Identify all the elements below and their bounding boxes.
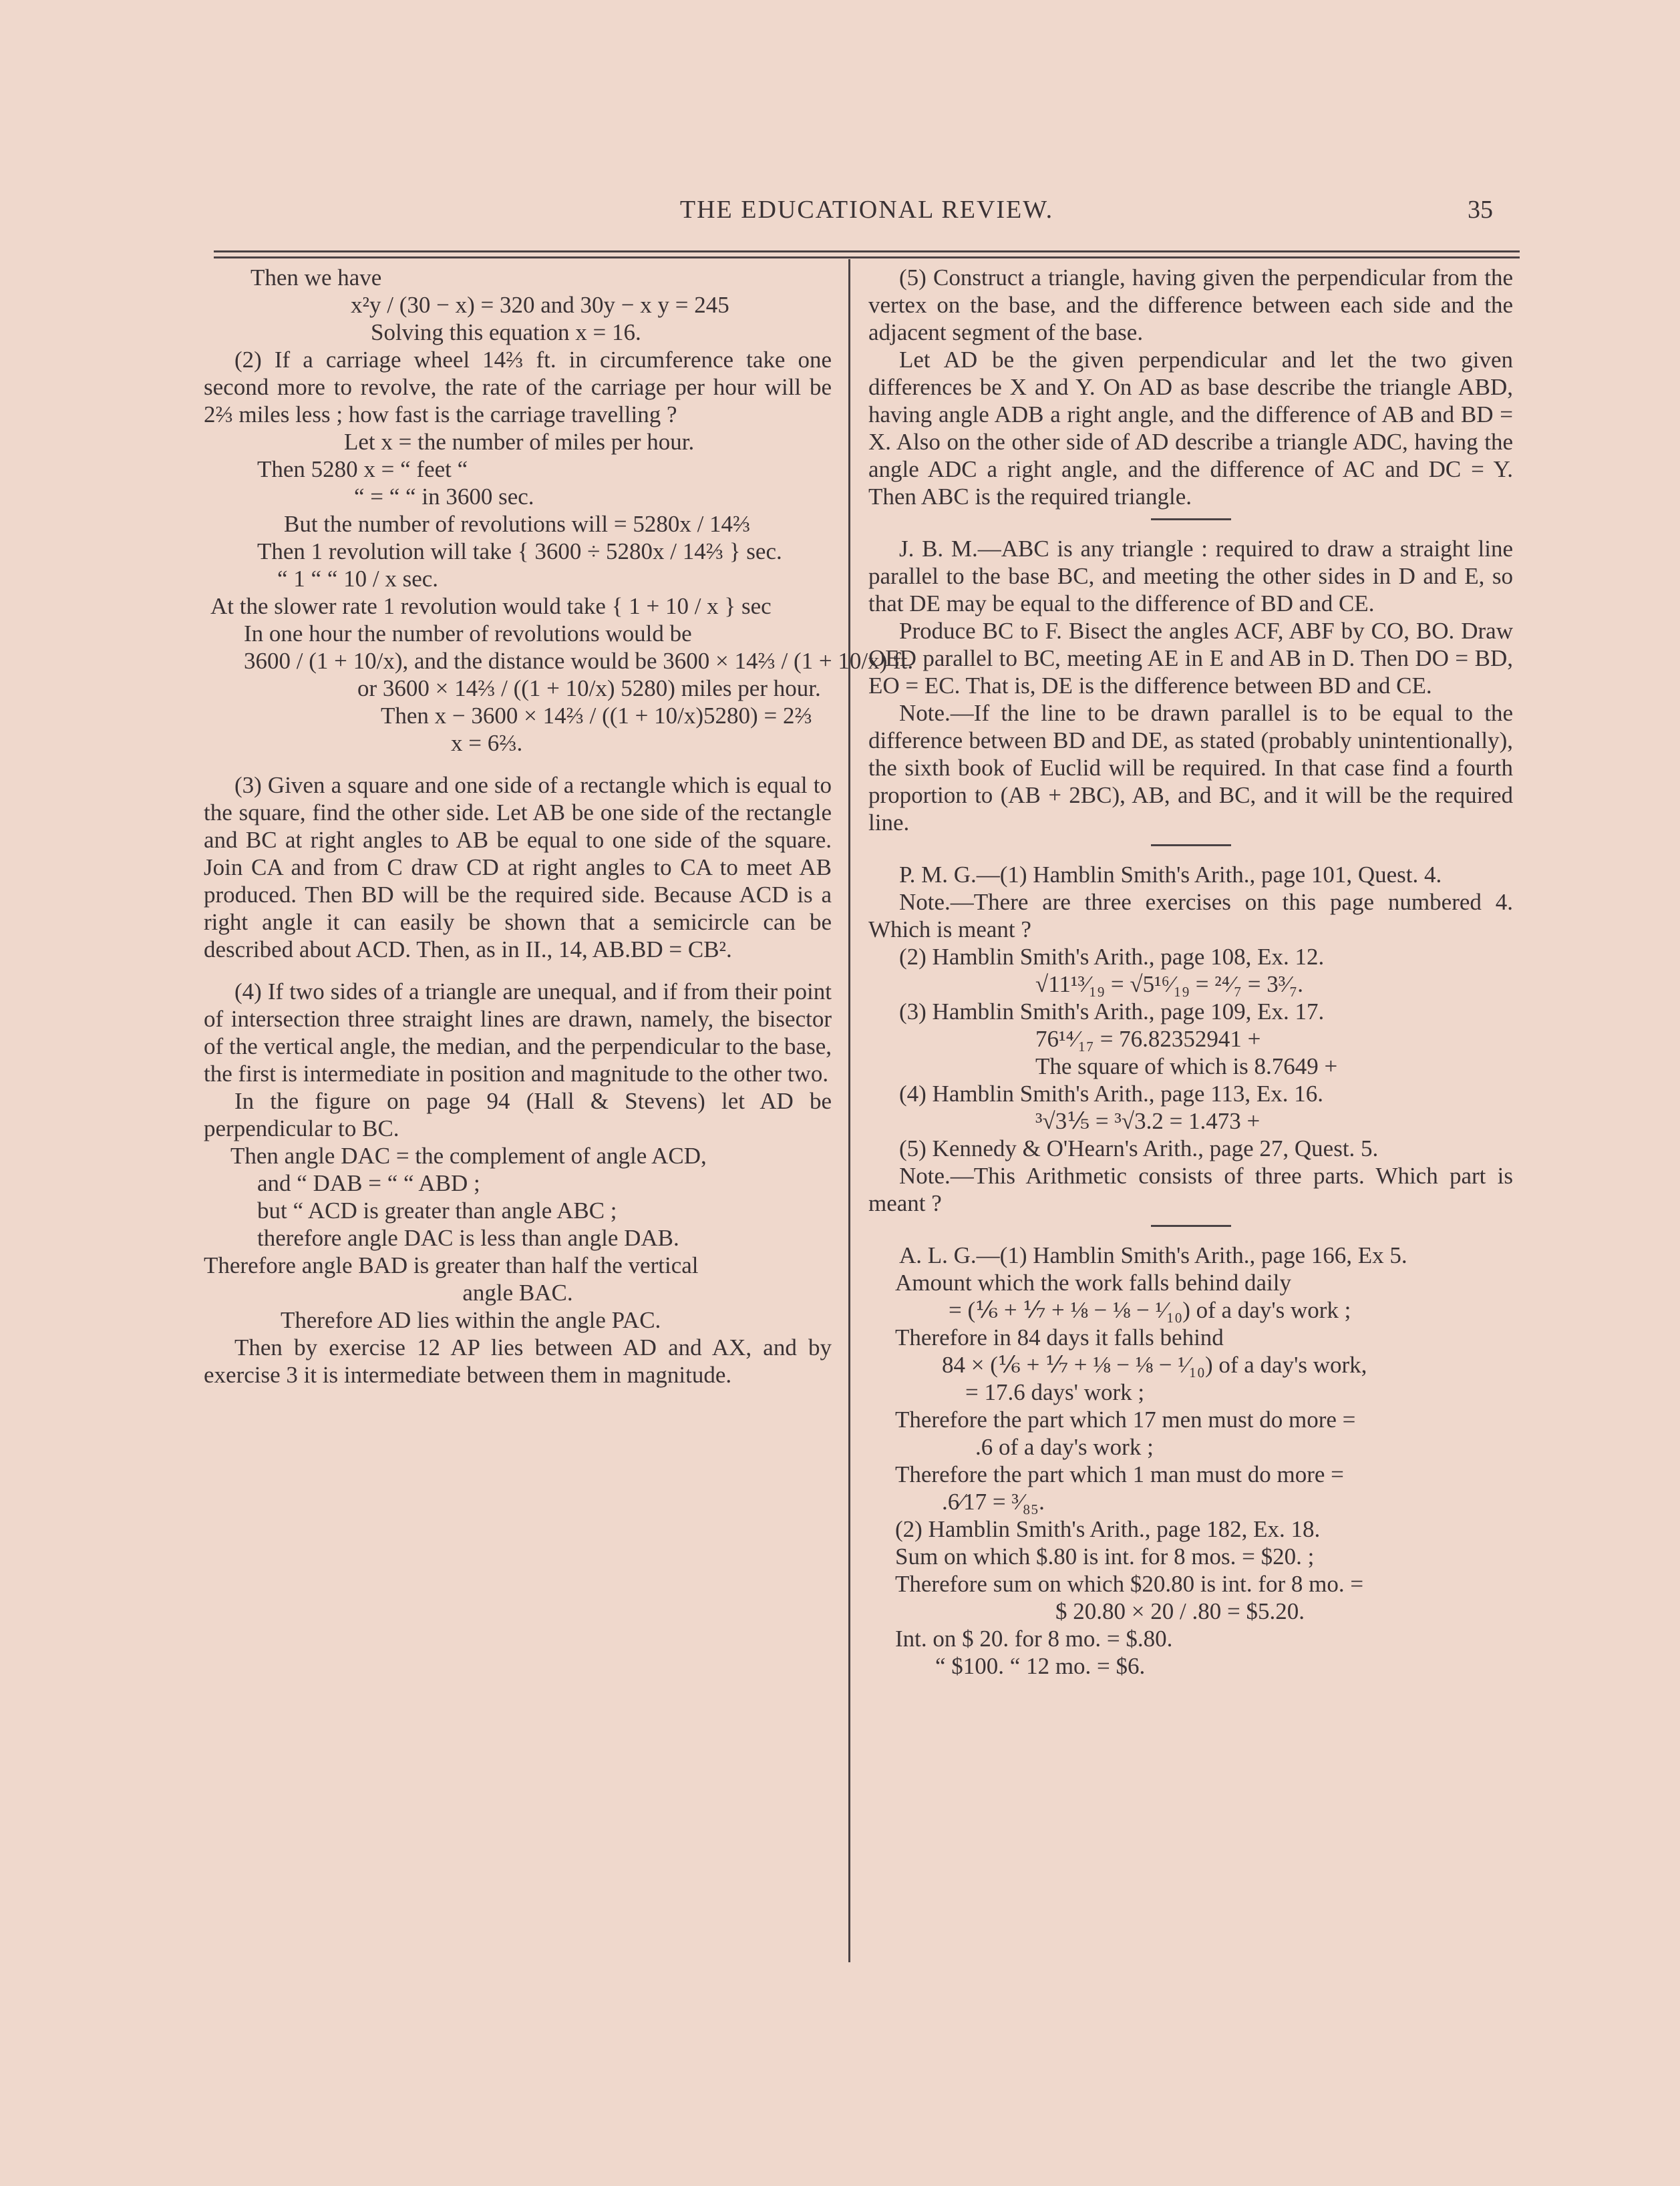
text-line: (2) Hamblin Smith's Arith., page 108, Ex. 12. — [899, 944, 1325, 970]
text-line: The square of which is 8.7649 + — [1035, 1053, 1338, 1079]
text-line: $ 20.80 × 20 / .80 = $5.20. — [1055, 1598, 1305, 1624]
header-rule-top — [214, 250, 1520, 252]
text-line: Therefore in 84 days it falls behind — [895, 1324, 1224, 1350]
text-line: Amount which the work falls behind daily — [895, 1270, 1291, 1296]
text-line: Solving this equation x = 16. — [371, 319, 641, 345]
text-line: Then angle DAC = the complement of angle ACD, — [230, 1143, 707, 1169]
text-line: At the slower rate 1 revolution would take { 1 + 10 / x } sec — [210, 593, 772, 619]
section-separator — [1151, 844, 1231, 846]
paragraph: A. L. G.—(1) Hamblin Smith's Arith., page 166, Ex 5. — [899, 1242, 1407, 1268]
text-line: but “ ACD is greater than angle ABC ; — [257, 1198, 617, 1224]
text-line: Sum on which $.80 is int. for 8 mos. = $20. ; — [895, 1543, 1315, 1570]
text-line: ³√3⅕ = ³√3.2 = 1.473 + — [1035, 1108, 1261, 1134]
text-line: Therefore angle BAD is greater than half the vertical — [204, 1252, 699, 1278]
section-separator — [1151, 518, 1231, 520]
left-column — [204, 264, 914, 1389]
text-line: Let x = the number of miles per hour. — [344, 429, 695, 455]
paragraph: (5) Construct a triangle, having given the perpendicular from the vertex on the base, and the difference between each side and the adjacent segment of the base. — [868, 264, 1513, 345]
text-line: .6⁄17 = ³⁄₈₅. — [942, 1489, 1045, 1515]
spacer — [204, 963, 832, 978]
text-line: 3600 / (1 + 10/x), and the distance would be 3600 × 14⅔ / (1 + 10/x) ft. — [244, 648, 914, 674]
text-line: Therefore the part which 17 men must do more = — [895, 1407, 1356, 1433]
text-line: Therefore the part which 1 man must do more = — [895, 1461, 1344, 1487]
text-line: x²y / (30 − x) = 320 and 30y − x y = 245 — [351, 292, 729, 318]
text-line: .6 of a day's work ; — [975, 1434, 1154, 1460]
section-separator — [1151, 1225, 1231, 1227]
text-line: In one hour the number of revolutions would be — [244, 620, 692, 647]
text-line: (2) Hamblin Smith's Arith., page 182, Ex. 18. — [895, 1516, 1321, 1542]
text-line: √11¹³⁄₁₉ = √5¹⁶⁄₁₉ = ²⁴⁄₇ = 3³⁄₇. — [1035, 971, 1304, 997]
paragraph: (4) If two sides of a triangle are unequal, and if from their point of intersection three straight lines are drawn, namely, the bisector of the vertical angle, the median, and the perpendicular to the base, the first is intermediate in position and magnitude to the other two. — [204, 978, 832, 1087]
text-line: (5) Kennedy & O'Hearn's Arith., page 27, Quest. 5. — [899, 1135, 1379, 1161]
paragraph: Then by exercise 12 AP lies between AD and AX, and by exercise 3 it is intermediate between them in magnitude. — [204, 1334, 832, 1388]
text-line: or 3600 × 14⅔ / ((1 + 10/x) 5280) miles per hour. — [357, 675, 821, 701]
text-line: (3) Hamblin Smith's Arith., page 109, Ex. 17. — [899, 998, 1325, 1025]
spacer — [204, 757, 832, 771]
text-line: x = 6⅔. — [451, 730, 523, 756]
text-line: “ 1 “ “ 10 / x sec. — [277, 566, 439, 592]
right-column — [868, 264, 1513, 1680]
text-line: angle BAC. — [462, 1280, 573, 1306]
paragraph: (2) If a carriage wheel 14⅔ ft. in circumference take one second more to revolve, the rate of the carriage per hour will be 2⅔ miles less ; how fast is the carriage travelling ? — [204, 347, 832, 427]
paragraph: (3) Given a square and one side of a rectangle which is equal to the square, find the other side. Let AB be one side of the rectangle and BC at right angles to AB be equal to one side of the square. Join CA and from C draw CD at right angles to CA to meet AB produced. Then BD will be the required side. Because ACD is a right angle it can easily be shown that a semicircle can be described about ACD. Then, as in II., 14, AB.BD = CB². — [204, 772, 832, 962]
text-line: “ = “ “ in 3600 sec. — [354, 484, 534, 510]
paragraph: Note.—If the line to be drawn parallel is to be equal to the difference between BD and DE, as stated (probably unintentionally), the sixth book of Euclid will be required. In that case find a fourth proportion to (AB + 2BC), AB, and BC, and it will be the required line. — [868, 700, 1513, 836]
header-rule-bottom — [214, 256, 1520, 258]
text-line: Int. on $ 20. for 8 mo. = $.80. — [895, 1626, 1173, 1652]
text-line: Then we have — [250, 264, 382, 291]
text-line: Therefore sum on which $20.80 is int. for 8 mo. = — [895, 1571, 1364, 1597]
text-line: = (⅙ + ⅐ + ⅛ − ⅛ − ¹⁄₁₀) of a day's work ; — [949, 1297, 1351, 1323]
text-line: (4) Hamblin Smith's Arith., page 113, Ex. 16. — [899, 1081, 1323, 1107]
text-line: Then 5280 x = “ feet “ — [257, 456, 468, 482]
text-line: Therefore AD lies within the angle PAC. — [281, 1307, 661, 1333]
text-line: But the number of revolutions will = 5280x / 14⅔ — [284, 511, 751, 537]
text-line: 76¹⁴⁄₁₇ = 76.82352941 + — [1035, 1026, 1261, 1052]
running-header — [214, 195, 1520, 235]
text-line: Then x − 3600 × 14⅔ / ((1 + 10/x)5280) = 2⅔ — [381, 703, 812, 729]
column-divider — [848, 259, 850, 1962]
paragraph: In the figure on page 94 (Hall & Stevens) let AD be perpendicular to BC. — [204, 1088, 832, 1141]
page-number: 35 — [1468, 196, 1493, 224]
text-line: therefore angle DAC is less than angle DAB. — [257, 1225, 679, 1251]
journal-title: THE EDUCATIONAL REVIEW. — [679, 196, 1054, 224]
paragraph: P. M. G.—(1) Hamblin Smith's Arith., page 101, Quest. 4. — [899, 862, 1442, 888]
paragraph: J. B. M.—ABC is any triangle : required to draw a straight line parallel to the base BC, and meeting the other sides in D and E, so that DE may be equal to the difference of BD and CE. — [868, 536, 1513, 616]
text-line: = 17.6 days' work ; — [965, 1379, 1145, 1405]
text-line: Then 1 revolution will take { 3600 ÷ 5280x / 14⅔ } sec. — [257, 538, 782, 564]
paragraph: Produce BC to F. Bisect the angles ACF, ABF by CO, BO. Draw OED parallel to BC, meeting AE in E and AB in D. Then DO = BD, EO = EC. That is, DE is the difference between BD and CE. — [868, 618, 1513, 699]
text-line: “ $100. “ 12 mo. = $6. — [935, 1653, 1146, 1679]
paragraph: Note.—This Arithmetic consists of three parts. Which part is meant ? — [868, 1163, 1513, 1216]
text-line: 84 × (⅙ + ⅐ + ⅛ − ⅛ − ¹⁄₁₀) of a day's work, — [942, 1352, 1367, 1378]
paragraph: Let AD be the given perpendicular and let the two given differences be X and Y. On AD as base describe the triangle ABD, having angle ADB a right angle, and the difference of AB and BD = X. Also on the other side of AD describe a triangle ADC, having the angle ADC a right angle, and the difference of AC and DC = Y. Then ABC is the required triangle. — [868, 347, 1513, 510]
text-line: and “ DAB = “ “ ABD ; — [257, 1170, 480, 1196]
paragraph: Note.—There are three exercises on this page numbered 4. Which is meant ? — [868, 889, 1513, 942]
